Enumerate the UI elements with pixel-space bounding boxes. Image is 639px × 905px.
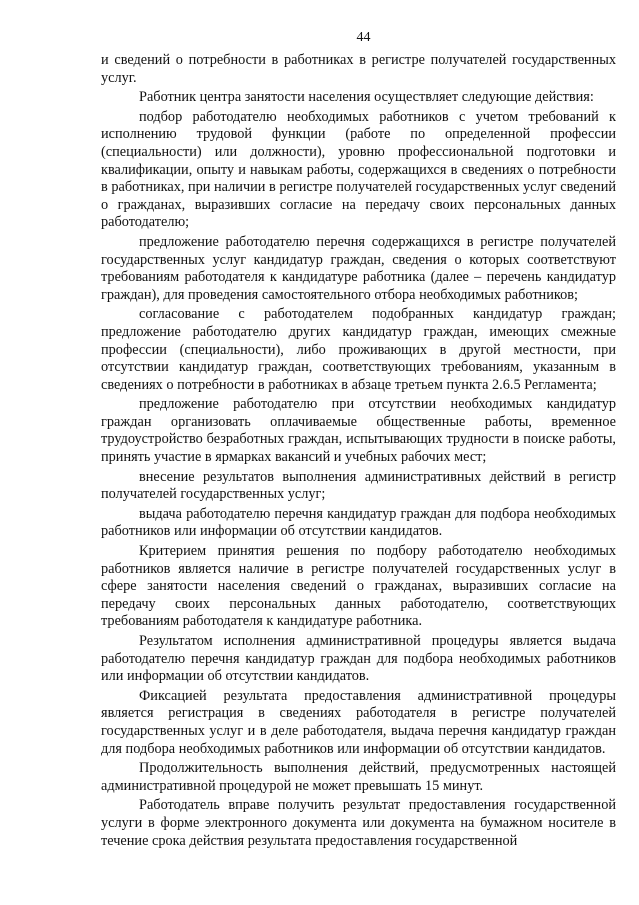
paragraph-public-works-offer: предложение работодателю при отсутствии необходимых кандидатур граждан организовать оплачиваемые общественные работы, временное трудоустройство безработных граждан, испытывающих трудности в поиске работы, принять участие в ярмарках вакансий и учебных рабочих мест;: [101, 396, 616, 466]
paragraph-electronic-result: Работодатель вправе получить результат предоставления государственной услуги в форме электронного документа или документа на бумажном носителе в течение срока действия результата предоставления государственной: [101, 797, 616, 849]
paragraph-actions-intro: Работник центра занятости населения осуществляет следующие действия:: [139, 89, 594, 106]
paragraph-result-recording: Фиксацией результата предоставления административной процедуры является регистрация в сведениях работодателя в регистре получателей государственных услуг и в деле работодателя, выдача перечня кандидатур граждан для подбора необходимых работников или информации об отсутствии кандидатов.: [101, 687, 616, 757]
document-body: [101, 52, 616, 850]
paragraph-agreement: согласование с работодателем подобранных кандидатур граждан; предложение работодателю других кандидатур граждан, имеющих смежные профессии (специальности), либо проживающих в другой местности, при отсутствии кандидатур граждан, соответствующих требованиям, указанным в сведениях о потребности в работниках в абзаце третьем пункта 2.6.5 Регламента;: [101, 306, 616, 393]
paragraph-selection: подбор работодателю необходимых работников с учетом требований к исполнению трудовой функции (работе по определенной профессии (специальности) или должности), уровню профессиональной подготовки и квалификации, опыту и навыкам работы, содержащихся в сведениях о потребности в работниках, при наличии в регистре получателей государственных услуг сведений о гражданах, выразивших согласие на передачу своих персональных данных работодателю;: [101, 108, 616, 231]
paragraph-register-entry: внесение результатов выполнения административных действий в регистр получателей государственных услуг;: [101, 468, 616, 503]
paragraph-candidate-list-offer: предложение работодателю перечня содержащихся в регистре получателей государственных услуг кандидатур граждан, сведения о которых соответствуют требованиям работодателя к кандидатуре работника (далее – перечень кандидатур граждан), для проведения самостоятельного отбора необходимых работников;: [101, 233, 616, 303]
paragraph-procedure-result: Результатом исполнения административной процедуры является выдача работодателю перечня кандидатур граждан для подбора необходимых работников или информации об отсутствии кандидатов.: [101, 633, 616, 685]
paragraph-continuation: и сведений о потребности в работниках в регистре получателей государственных услуг.: [101, 52, 616, 86]
page-number: 44: [356, 30, 371, 45]
paragraph-duration: Продолжительность выполнения действий, предусмотренных настоящей административной процедурой не может превышать 15 минут.: [101, 760, 616, 794]
paragraph-list-issuance: выдача работодателю перечня кандидатур граждан для подбора необходимых работников или информации об отсутствии кандидатов.: [101, 505, 616, 540]
paragraph-decision-criterion: Критерием принятия решения по подбору работодателю необходимых работников является наличие в регистре получателей государственных услуг в сфере занятости населения сведений о гражданах, выразивших согласие на передачу своих персональных данных работодателю, соответствующих требованиям работодателя к кандидатуре работника.: [101, 543, 616, 630]
